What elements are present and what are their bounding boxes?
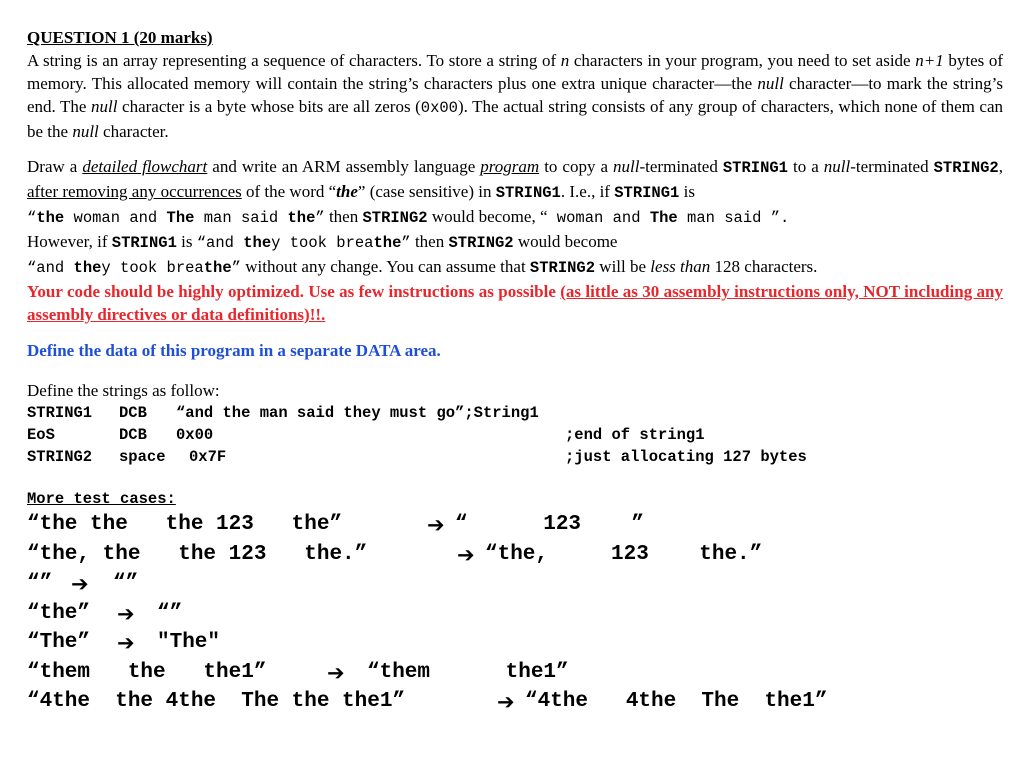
- test-input: “the, the the 123 the.”: [27, 543, 368, 566]
- text: null: [757, 74, 784, 93]
- code: STRING2: [529, 259, 596, 277]
- optimization-note: Your code should be highly optimized. Use as few instructions as possible: [27, 282, 561, 301]
- code: woman and: [547, 209, 650, 227]
- arrow-icon: ➔: [497, 690, 515, 714]
- code: ”: [401, 234, 411, 252]
- text: is: [679, 182, 695, 201]
- def-name: STRING1: [27, 404, 93, 422]
- definitions-intro: Define the strings as follow:: [27, 381, 220, 400]
- code: the: [287, 209, 316, 227]
- text: to a: [788, 157, 824, 176]
- code: y took brea: [101, 259, 204, 277]
- test-input: “the the the 123 the”: [27, 513, 343, 536]
- text: character.: [98, 122, 169, 141]
- hex-value: 0x00: [420, 99, 458, 117]
- arrow-icon: ➔: [327, 661, 345, 685]
- def-comment: ;just allocating 127 bytes: [565, 448, 807, 466]
- task-paragraph: [27, 155, 1003, 326]
- arrow-icon: ➔: [427, 513, 445, 537]
- test-output: "The": [157, 631, 221, 654]
- code: ”: [231, 259, 241, 277]
- text: n+1: [915, 51, 944, 70]
- test-output: “”: [157, 602, 183, 625]
- text: of the word “: [241, 182, 337, 201]
- text: n: [560, 51, 570, 70]
- document: [27, 28, 1003, 719]
- code: “: [27, 209, 37, 227]
- text: will be: [595, 257, 651, 276]
- question-title: QUESTION 1 (20 marks): [27, 28, 213, 47]
- test-output: “the, 123 the.”: [485, 543, 763, 566]
- code: the: [373, 234, 402, 252]
- test-input: “”: [27, 572, 53, 595]
- text: Draw a: [27, 157, 83, 176]
- intro-paragraph: [27, 49, 1003, 143]
- test-input: “The”: [27, 631, 91, 654]
- code: y took brea: [271, 234, 374, 252]
- text: then: [324, 207, 363, 226]
- text: null: [613, 157, 640, 176]
- code: ”: [315, 209, 325, 227]
- def-value: 0x00: [176, 426, 214, 444]
- text: program: [480, 157, 540, 176]
- code: STRING1: [495, 184, 561, 202]
- data-area-instruction: Define the data of this program in a separate DATA area.: [27, 341, 441, 360]
- code: “and: [27, 259, 74, 277]
- text: ,: [998, 157, 1003, 176]
- test-input: “them the the1”: [27, 661, 267, 684]
- test-output: “4the 4the The the1”: [525, 690, 828, 713]
- code: STRING2: [448, 234, 514, 252]
- text: without any change. You can assume that: [240, 257, 530, 276]
- def-name: STRING2: [27, 448, 93, 466]
- text: detailed flowchart: [82, 157, 208, 176]
- test-output: “”: [113, 572, 139, 595]
- code: the: [243, 234, 272, 252]
- text: then: [410, 232, 449, 251]
- text: 128 characters.: [710, 257, 818, 276]
- def-value: 0x7F: [189, 448, 227, 466]
- text: character is a byte whose bits are all zeros (: [117, 97, 421, 116]
- def-value: “and the man said they must go”;String1: [176, 404, 539, 422]
- code: ”.: [770, 209, 790, 227]
- text: -terminated: [850, 157, 934, 176]
- text: bytes of memory. This allocated memory will contain the string’s characters plus one extra unique character—the: [27, 51, 1004, 93]
- code: STRING1: [722, 159, 788, 177]
- text: after removing any occurrences: [27, 182, 242, 201]
- code: woman and: [64, 209, 167, 227]
- text: to copy a: [539, 157, 614, 176]
- text: null: [823, 157, 851, 176]
- test-output: “them the1”: [367, 661, 569, 684]
- text: would become, “: [427, 207, 548, 226]
- code: the: [36, 209, 65, 227]
- text: character—to mark the string’s end. The: [27, 74, 1003, 116]
- text: ” (case sensitive) in: [357, 182, 496, 201]
- code: man said: [677, 209, 771, 227]
- test-output: “ 123 ”: [455, 513, 645, 536]
- text: characters in your program, you need to set aside: [569, 51, 916, 70]
- text: null: [91, 97, 118, 116]
- arrow-icon: ➔: [457, 543, 475, 567]
- code: the: [73, 259, 102, 277]
- code: STRING1: [111, 234, 177, 252]
- code: STRING2: [933, 159, 999, 177]
- code: man said: [194, 209, 288, 227]
- test-cases-heading: More test cases:: [27, 490, 176, 508]
- text: . I.e., if: [560, 182, 615, 201]
- code: the: [203, 259, 232, 277]
- def-name: EoS: [27, 426, 55, 444]
- data-definitions: [27, 402, 1003, 468]
- code: “and: [196, 234, 244, 252]
- arrow-icon: ➔: [71, 572, 89, 596]
- text: -terminated: [639, 157, 723, 176]
- test-input: “4the the 4the The the the1”: [27, 690, 406, 713]
- def-op: DCB: [119, 426, 147, 444]
- text: the: [336, 182, 358, 201]
- text: is: [176, 232, 197, 251]
- def-comment: ;end of string1: [565, 426, 705, 444]
- def-op: space: [119, 448, 166, 466]
- test-input: “the”: [27, 602, 91, 625]
- code: The: [166, 209, 195, 227]
- code: STRING1: [614, 184, 680, 202]
- code: STRING2: [362, 209, 428, 227]
- text: A string is an array representing a sequence of characters. To store a string of: [27, 51, 561, 70]
- text: null: [72, 122, 99, 141]
- test-cases: [27, 509, 1003, 719]
- text: However, if: [27, 232, 112, 251]
- optimization-note-underlined: (as little as 30 assembly instructions only, NOT including any assembly directives or data definitions)!!.: [27, 282, 1004, 324]
- text: ). The actual string consists of any group of characters, which none of them can be the: [27, 97, 1003, 141]
- text: less than: [650, 257, 711, 276]
- code: The: [649, 209, 678, 227]
- text: would become: [513, 232, 618, 251]
- arrow-icon: ➔: [117, 602, 135, 626]
- text: and write an ARM assembly language: [207, 157, 481, 176]
- arrow-icon: ➔: [117, 631, 135, 655]
- def-op: DCB: [119, 404, 147, 422]
